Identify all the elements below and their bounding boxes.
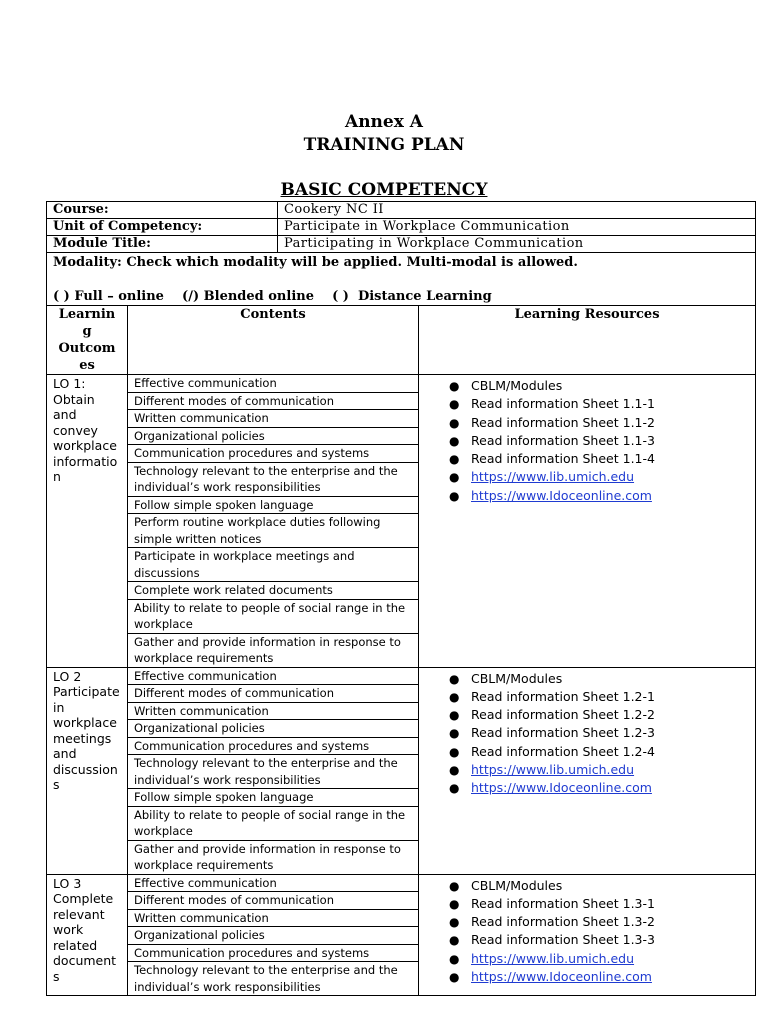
- contents-item-text: Technology relevant to the enterprise and the individual’s work responsibilities: [128, 755, 418, 789]
- contents-item-text: Effective communication: [128, 875, 418, 892]
- resource-link[interactable]: https://www.Idoceonline.com: [471, 780, 652, 796]
- contents-item-text: Organizational policies: [128, 427, 418, 445]
- modality-row: [47, 253, 756, 306]
- learning-outcomes-header-line: g: [82, 324, 92, 339]
- contents-item-text: Effective communication: [128, 668, 418, 685]
- resource-text: Read information Sheet 1.3-3: [471, 932, 655, 948]
- learning-outcome-line: related: [53, 937, 98, 953]
- contents-item: [128, 668, 418, 685]
- basic-competency-title: BASIC COMPETENCY: [280, 180, 488, 200]
- resource-text: Read information Sheet 1.1-1: [471, 396, 655, 412]
- learning-outcome-line: and: [53, 407, 77, 422]
- bullet-icon: ●: [449, 726, 460, 741]
- contents-item-text: Technology relevant to the enterprise and the individual’s work responsibilities: [134, 963, 398, 994]
- learning-outcome-line: workplace: [53, 438, 117, 453]
- resource-item[interactable]: [419, 761, 755, 779]
- resource-item: [419, 395, 755, 413]
- resource-item: [419, 706, 755, 724]
- resource-text: CBLM/Modules: [471, 877, 563, 893]
- resource-item: [419, 432, 755, 450]
- contents-header: Contents: [128, 306, 419, 375]
- resource-item: [419, 877, 755, 895]
- learning-outcome-line: s: [53, 777, 60, 792]
- resource-text: Read information Sheet 1.1-4: [471, 451, 655, 467]
- contents-item-text: Gather and provide information in response to workplace requirements: [134, 841, 401, 872]
- learning-outcome-line: Obtain: [53, 391, 95, 407]
- bullet-icon: ●: [449, 744, 460, 759]
- resources-list: [419, 375, 755, 505]
- contents-item-text: Communication procedures and systems: [128, 445, 418, 463]
- resource-link[interactable]: https://www.lib.umich.edu: [471, 950, 635, 966]
- learning-outcome-line: work: [53, 922, 84, 937]
- contents-item: [128, 702, 418, 720]
- contents-item: [128, 789, 418, 807]
- contents-item-text: Follow simple spoken language: [128, 496, 418, 514]
- learning-resources-header: Learning Resources: [419, 306, 756, 375]
- resource-item[interactable]: [419, 468, 755, 486]
- contents-item-text: Written communication: [128, 410, 418, 428]
- contents-item: [128, 375, 418, 392]
- resources-list: [419, 875, 755, 987]
- contents-item: [128, 514, 418, 548]
- bullet-icon: ●: [449, 708, 460, 723]
- course-row: [47, 202, 756, 219]
- learning-outcome-line: s: [53, 968, 60, 984]
- resource-item: [419, 895, 755, 913]
- learning-outcome-line: informatio: [53, 453, 118, 469]
- learning-outcome-line: discussion: [53, 761, 118, 777]
- contents-item: [128, 962, 418, 996]
- contents-list: [128, 668, 418, 874]
- contents-item-text: Organizational policies: [128, 927, 418, 945]
- contents-item-text: Ability to relate to people of social range in the workplace: [128, 806, 418, 840]
- resource-text: Read information Sheet 1.2-1: [471, 688, 655, 704]
- contents-item: [128, 462, 418, 496]
- resource-item: [419, 377, 755, 395]
- bullet-icon: ●: [449, 397, 460, 412]
- resource-text: Read information Sheet 1.2-4: [471, 743, 655, 759]
- contents-item-text: Different modes of communication: [128, 892, 418, 910]
- learning-outcome-line: meetings: [53, 730, 112, 746]
- contents-item: [128, 806, 418, 840]
- contents-item: [128, 392, 418, 410]
- contents-item-text: Communication procedures and systems: [128, 944, 418, 962]
- bullet-icon: ●: [449, 878, 460, 893]
- resource-link[interactable]: https://www.Idoceonline.com: [471, 487, 652, 503]
- contents-item: [128, 737, 418, 755]
- contents-item: [128, 496, 418, 514]
- bullet-icon: ●: [449, 488, 460, 503]
- unit-value: Participate in Workplace Communication: [278, 219, 756, 236]
- resource-item: [419, 931, 755, 949]
- bullet-icon: ●: [449, 470, 460, 485]
- column-header-row: [47, 306, 756, 375]
- resource-item[interactable]: [419, 487, 755, 505]
- resource-text: Read information Sheet 1.2-2: [471, 707, 655, 723]
- contents-list: [128, 875, 418, 996]
- bullet-icon: ●: [449, 452, 460, 467]
- resource-item[interactable]: [419, 950, 755, 968]
- bullet-icon: ●: [449, 689, 460, 704]
- contents-item-text: Written communication: [128, 909, 418, 927]
- learning-outcome-row: [47, 667, 756, 874]
- contents-item: [128, 410, 418, 428]
- contents-item-text: Participate in workplace meetings and discussions: [128, 548, 418, 582]
- course-value: Cookery NC II: [278, 202, 756, 219]
- training-plan-table: [46, 201, 756, 996]
- contents-item-text: Organizational policies: [128, 720, 418, 738]
- module-label: Module Title:: [47, 236, 278, 253]
- resources-cell: [419, 874, 756, 996]
- contents-item: [128, 685, 418, 703]
- resource-item: [419, 743, 755, 761]
- learning-outcome-line: n: [53, 469, 61, 484]
- contents-item: [128, 892, 418, 910]
- contents-item-text: Written communication: [128, 702, 418, 720]
- bullet-icon: ●: [449, 915, 460, 930]
- learning-outcome-cell: [47, 667, 128, 874]
- resource-text: CBLM/Modules: [471, 670, 563, 686]
- contents-item: [128, 944, 418, 962]
- learning-outcome-row: [47, 375, 756, 668]
- learning-outcome-line: LO 2: [53, 668, 82, 684]
- contents-item: [128, 840, 418, 874]
- learning-outcome-line: convey: [53, 422, 98, 438]
- resource-item[interactable]: [419, 779, 755, 797]
- resources-list: [419, 668, 755, 798]
- contents-list: [128, 375, 418, 667]
- modality-cell: [47, 253, 756, 306]
- learning-outcomes-header-line: Outcom: [58, 341, 116, 356]
- learning-outcome-row: [47, 874, 756, 996]
- contents-item: [128, 927, 418, 945]
- resource-item: [419, 724, 755, 742]
- learning-outcome-line: LO 1:: [53, 376, 86, 391]
- resources-cell: [419, 375, 756, 668]
- learning-outcome-line: workplace: [53, 715, 117, 730]
- contents-item: [128, 427, 418, 445]
- resource-item[interactable]: [419, 968, 755, 986]
- contents-item-text: Technology relevant to the enterprise and the individual’s work responsibilities: [128, 462, 418, 496]
- contents-cell: [128, 874, 419, 996]
- contents-item-text: Gather and provide information in response to workplace requirements: [134, 634, 401, 665]
- learning-outcome-line: Participate: [53, 684, 120, 699]
- resource-item: [419, 450, 755, 468]
- contents-item: [128, 633, 418, 667]
- unit-label: Unit of Competency:: [47, 219, 278, 236]
- contents-cell: [128, 375, 419, 668]
- learning-outcome-cell: [47, 874, 128, 996]
- resource-text: Read information Sheet 1.3-1: [471, 895, 655, 911]
- resource-text: Read information Sheet 1.1-2: [471, 414, 655, 430]
- resource-text: Read information Sheet 1.3-2: [471, 914, 655, 930]
- bullet-icon: ●: [449, 969, 460, 984]
- contents-item: [128, 548, 418, 582]
- contents-item-text: Different modes of communication: [128, 392, 418, 410]
- resource-link[interactable]: https://www.lib.umich.edu: [471, 469, 635, 485]
- contents-item-text: Perform routine workplace duties following simple written notices: [128, 514, 418, 548]
- contents-item-text: Complete work related documents: [128, 582, 418, 600]
- learning-outcome-line: document: [53, 953, 117, 968]
- training-plan-title: TRAINING PLAN: [303, 135, 465, 155]
- contents-item: [128, 582, 418, 600]
- contents-item: [128, 445, 418, 463]
- bullet-icon: ●: [449, 781, 460, 796]
- module-value: Participating in Workplace Communication: [278, 236, 756, 253]
- learning-outcome-line: relevant: [53, 906, 105, 922]
- contents-item: [128, 909, 418, 927]
- resource-text: Read information Sheet 1.1-3: [471, 432, 655, 448]
- learning-outcomes-header-line: Learnin: [58, 307, 116, 322]
- bullet-icon: ●: [449, 415, 460, 430]
- resource-text: CBLM/Modules: [471, 378, 563, 393]
- resource-item: [419, 670, 755, 688]
- bullet-icon: ●: [449, 379, 460, 393]
- annex-title: Annex A: [345, 112, 423, 132]
- learning-outcome-cell: [47, 375, 128, 668]
- contents-item-text: Communication procedures and systems: [128, 737, 418, 755]
- resource-item: [419, 414, 755, 432]
- learning-outcomes-header-line: es: [79, 358, 95, 373]
- module-row: [47, 236, 756, 253]
- bullet-icon: ●: [449, 433, 460, 448]
- contents-cell: [128, 667, 419, 874]
- contents-item: [128, 599, 418, 633]
- contents-item-text: Follow simple spoken language: [128, 789, 418, 807]
- resource-item: [419, 688, 755, 706]
- bullet-icon: ●: [449, 933, 460, 948]
- contents-item-text: Ability to relate to people of social range in the workplace: [128, 599, 418, 633]
- bullet-icon: ●: [449, 896, 460, 911]
- contents-item: [128, 720, 418, 738]
- modality-instruction: Modality: Check which modality will be applied. Multi-modal is allowed.: [53, 255, 578, 270]
- course-label: Course:: [47, 202, 278, 219]
- bullet-icon: ●: [449, 951, 460, 966]
- learning-outcome-line: in: [53, 699, 65, 715]
- resource-item: [419, 913, 755, 931]
- bullet-icon: ●: [449, 762, 460, 777]
- resource-link[interactable]: https://www.lib.umich.edu: [471, 761, 635, 777]
- learning-outcome-line: LO 3: [53, 875, 82, 891]
- resource-text: Read information Sheet 1.2-3: [471, 725, 655, 741]
- resources-cell: [419, 667, 756, 874]
- bullet-icon: ●: [449, 671, 460, 686]
- modality-options: ( ) Full – online (/) Blended online ( ) Distance Learning: [53, 289, 492, 304]
- learning-outcome-line: Complete: [53, 891, 114, 906]
- learning-outcomes-header: [47, 306, 128, 375]
- resource-link[interactable]: https://www.Idoceonline.com: [471, 968, 652, 984]
- contents-item: [128, 755, 418, 789]
- learning-outcome-line: and: [53, 746, 77, 761]
- contents-item: [128, 875, 418, 892]
- unit-row: [47, 219, 756, 236]
- contents-item-text: Different modes of communication: [128, 685, 418, 703]
- contents-item-text: Effective communication: [128, 375, 418, 392]
